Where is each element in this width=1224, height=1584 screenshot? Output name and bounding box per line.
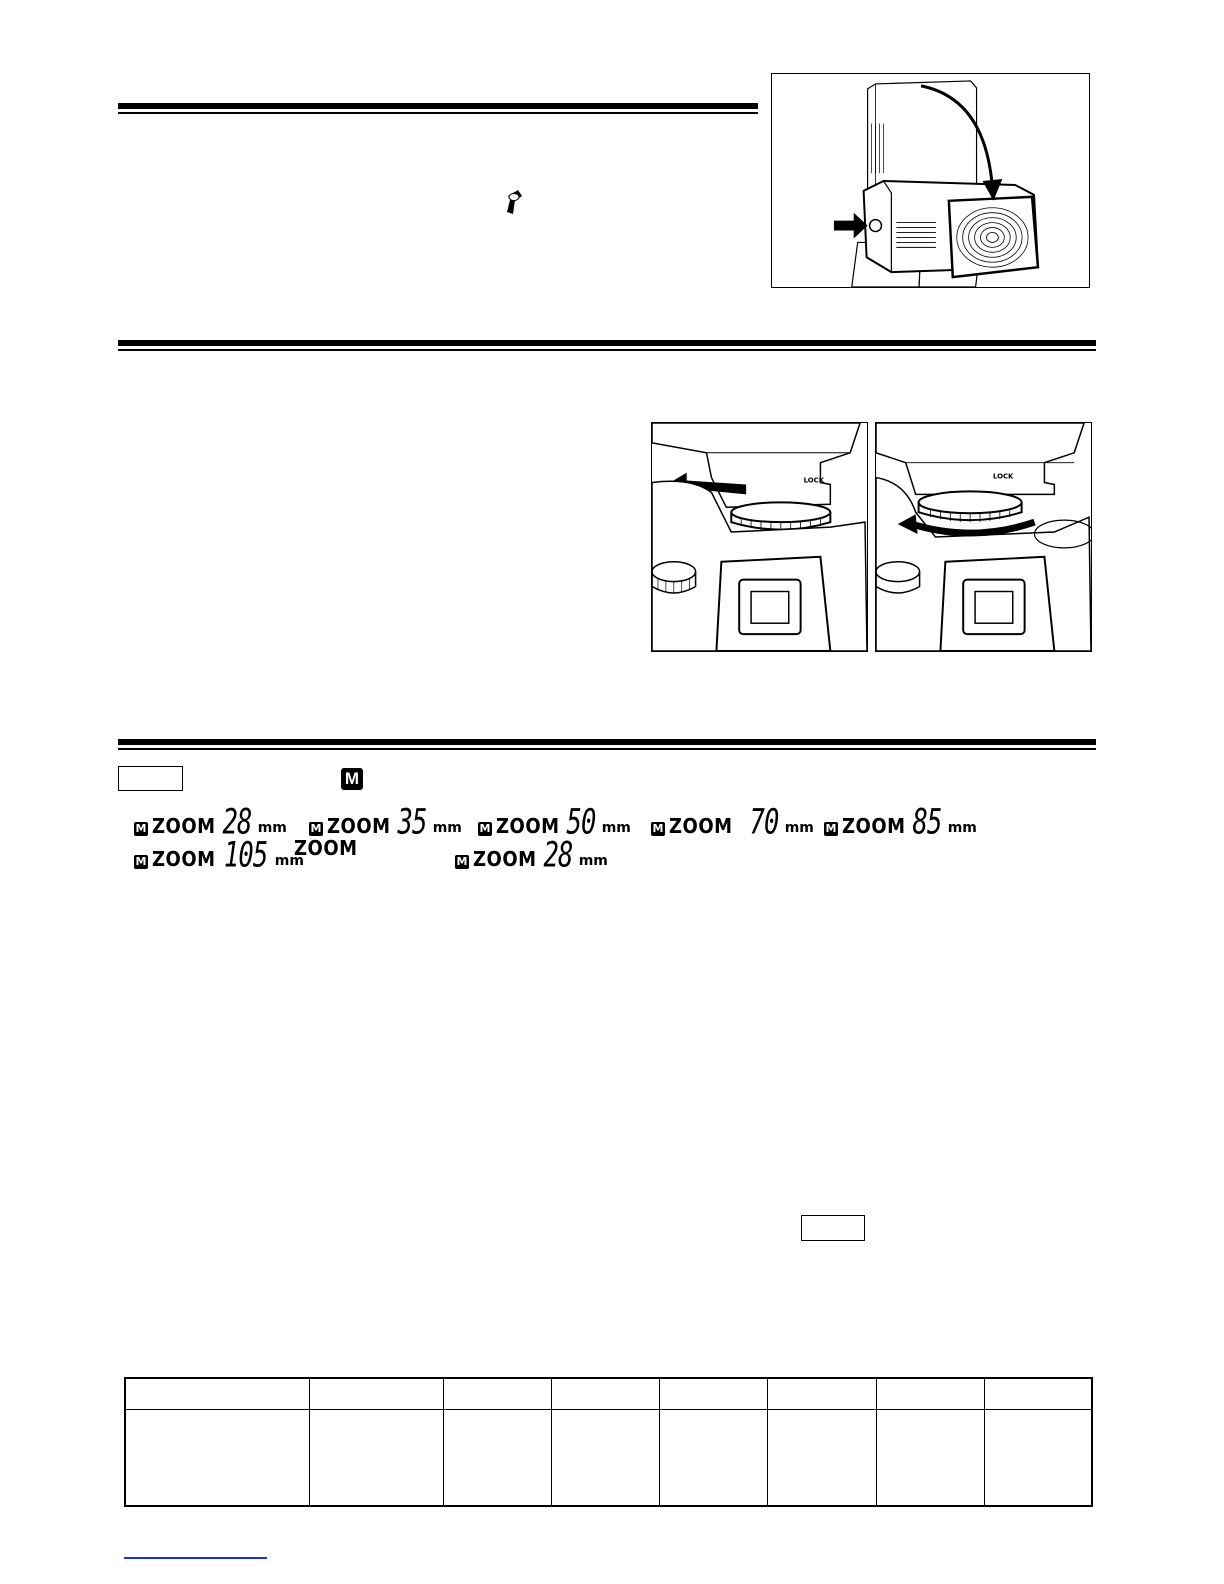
zoom-unit: mm (432, 820, 462, 836)
zoom-value: 70 (749, 802, 779, 843)
manual-badge: M (456, 855, 468, 868)
table-cell (443, 1409, 551, 1506)
table-cell (876, 1378, 984, 1409)
flash-diffuser-illustration (772, 74, 1089, 287)
manual-badge: M (652, 822, 664, 835)
lcd-zoom-auto (294, 838, 358, 859)
zoom-label: ZOOM (496, 814, 560, 839)
zoom-value: 85 (912, 802, 942, 843)
flash-head-icon (502, 186, 524, 218)
manual-badge: M (310, 822, 322, 835)
figure-mount-lock (875, 422, 1092, 652)
table-cell (659, 1409, 767, 1506)
section1-rule-thick (118, 103, 758, 109)
zoom-unit: mm (784, 820, 814, 836)
table-cell (876, 1409, 984, 1506)
section3-rule-thin (118, 748, 1096, 750)
section2-rule-thin (118, 349, 1096, 351)
table-cell (443, 1378, 551, 1409)
table-cell (767, 1409, 876, 1506)
zoom-label: ZOOM (152, 847, 216, 872)
zoom-label: ZOOM (669, 814, 733, 839)
table-cell (551, 1378, 659, 1409)
table-cell (309, 1378, 443, 1409)
lcd-zoom-70 (651, 802, 814, 843)
mount-slide-illustration (652, 423, 867, 651)
table-cell (125, 1409, 309, 1506)
zoom-unit: mm (578, 853, 608, 869)
lcd-zoom-28-return (455, 835, 608, 876)
zoom-label: ZOOM (842, 814, 906, 839)
spec-table (124, 1377, 1093, 1507)
zoom-unit: mm (947, 820, 977, 836)
footer-link-underline[interactable] (124, 1557, 267, 1559)
lock-label: LOCK (803, 476, 825, 485)
table-row (125, 1378, 1092, 1409)
table-cell (984, 1409, 1092, 1506)
table-cell (984, 1378, 1092, 1409)
zoom-value: 50 (566, 802, 596, 843)
manual-badge: M (825, 822, 837, 835)
key-outline-box-2 (801, 1215, 865, 1241)
lcd-zoom-35 (309, 802, 462, 843)
table-cell (659, 1378, 767, 1409)
zoom-label: ZOOM (473, 847, 537, 872)
section1-rule-thin (118, 112, 758, 114)
table-cell (125, 1378, 309, 1409)
manual-badge: M (135, 822, 147, 835)
lock-label: LOCK (992, 472, 1014, 481)
manual-badge: M (135, 855, 147, 868)
manual-mode-badge: M (341, 768, 363, 790)
figure-flash-diffuser (771, 73, 1090, 288)
table-cell (309, 1409, 443, 1506)
zoom-unit: mm (257, 820, 287, 836)
zoom-value: 35 (397, 802, 427, 843)
manual-badge: M (479, 822, 491, 835)
table-cell (767, 1378, 876, 1409)
zoom-label: ZOOM (294, 836, 358, 861)
zoom-value: 28 (543, 835, 573, 876)
section3-rule-thick (118, 739, 1096, 745)
key-outline-box (118, 766, 183, 791)
figure-mount-slide (651, 422, 868, 652)
lcd-zoom-85 (824, 802, 977, 843)
table-cell (551, 1409, 659, 1506)
table-row (125, 1409, 1092, 1506)
section2-rule-thick (118, 340, 1096, 346)
zoom-unit: mm (274, 853, 304, 869)
zoom-value: 105 (223, 835, 267, 876)
zoom-label: ZOOM (152, 814, 216, 839)
mount-lock-illustration (876, 423, 1091, 651)
zoom-label: ZOOM (327, 814, 391, 839)
zoom-unit: mm (601, 820, 631, 836)
zoom-value: 28 (222, 802, 252, 843)
lcd-zoom-105 (134, 835, 304, 876)
